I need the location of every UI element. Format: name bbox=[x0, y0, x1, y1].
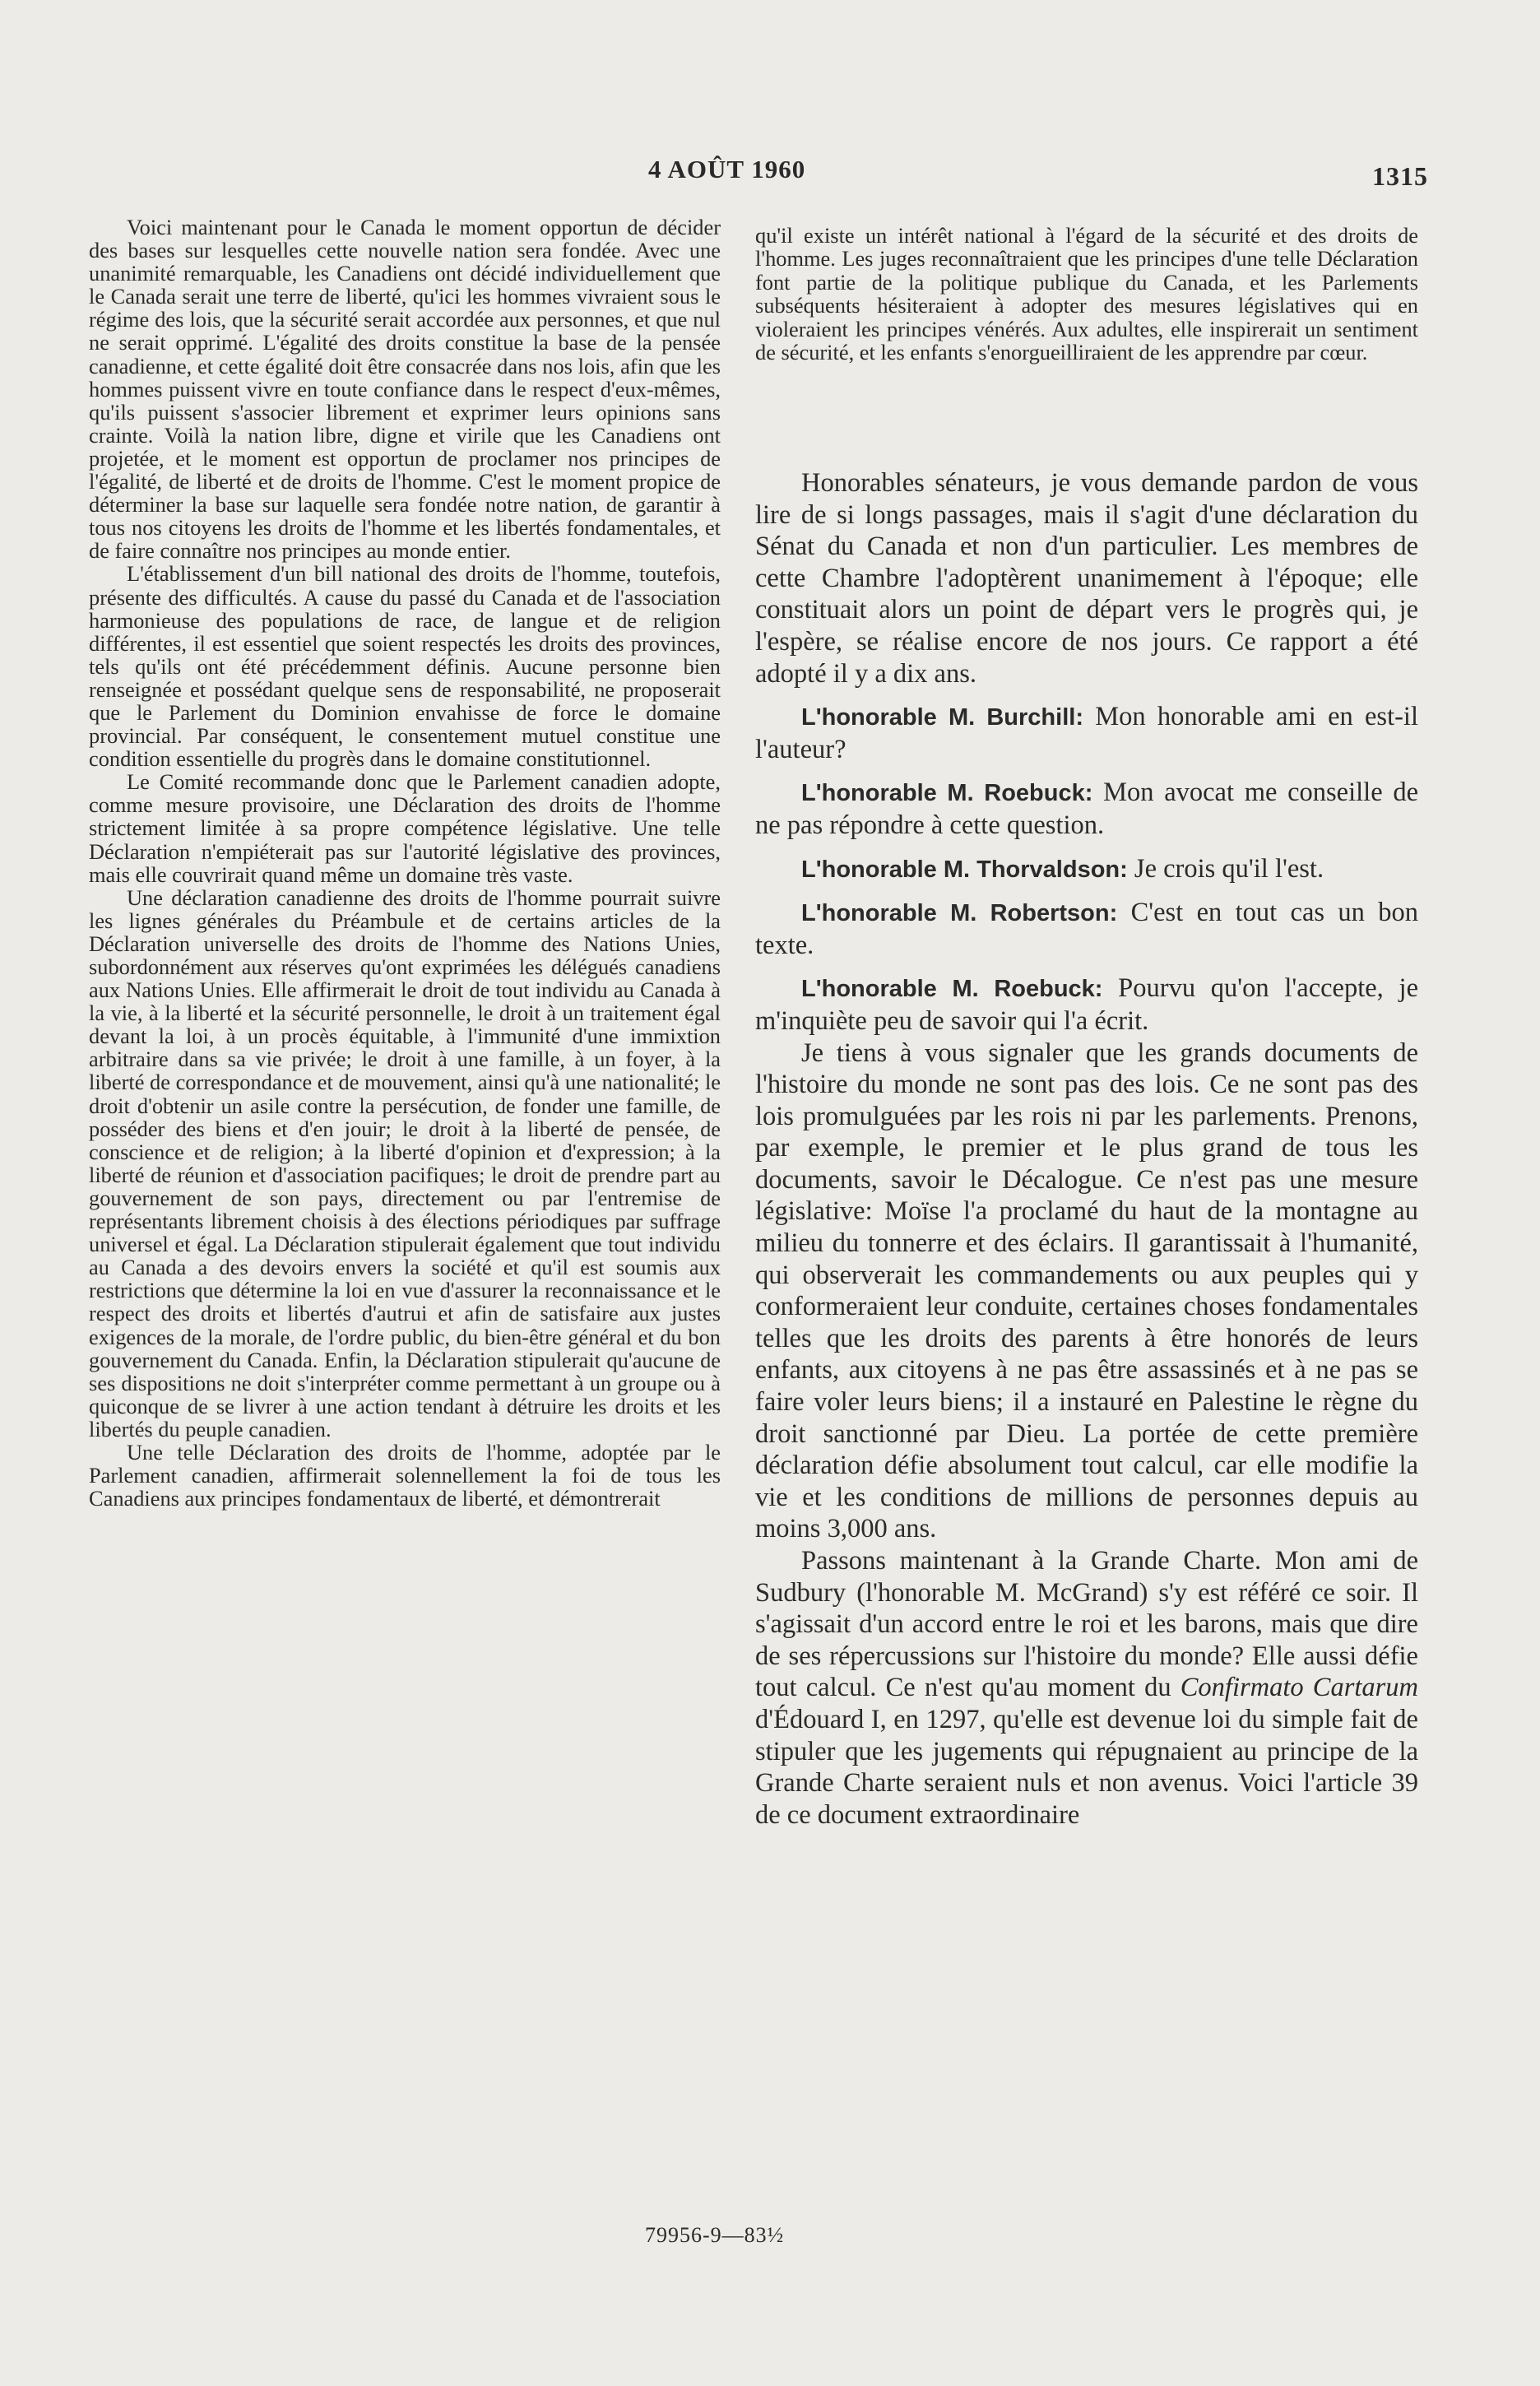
speaker-name: L'honorable M. Robertson: bbox=[801, 900, 1118, 927]
page-number: 1315 bbox=[1372, 161, 1428, 191]
speech-text: Mon honorable ami en est-il l'auteur? bbox=[755, 702, 1418, 764]
paragraph: L'établissement d'un bill national des droits de l'homme, toutefois, présente des difficultés. A cause du passé du Canada et de l'association harmonieuse des populations de race, de langue et de religion différentes, il est essentiel que soient respectés les droits des provinces, tels qu'ils ont été précédemment définis. Aucune personne bien renseignée et possédant quelque sens de responsabilité, ne proposerait que le Parlement du Dominion envahisse de force le domaine provincial. Par conséquent, le consentement mutuel constitue une condition essentielle du progrès dans le domaine constitutionnel. bbox=[89, 561, 721, 772]
text-segment: Passons maintenant à la Grande Charte. Mon ami de Sudbury (l'honorable M. McGrand) s'y est référé ce soir. Il s'agissait d'un accord entre le roi et les barons, mais que dire de ses répercussions sur l'histoire du monde? Elle aussi défie tout calcul. Ce n'est qu'au moment du bbox=[755, 1546, 1418, 1703]
text-segment: d'Édouard I, en 1297, qu'elle est devenue loi du simple fait de stipuler que les jugements qui répugnaient au principe de la Grande Charte seraient nuls et non avenus. Voici l'article 39 de ce document extraordinaire bbox=[755, 1704, 1418, 1830]
paragraph: Le Comité recommande donc que le Parlement canadien adopte, comme mesure provisoire, une Déclaration des droits de l'homme strictement limitée à sa propre compétence législative. Une telle Déclaration n'empiéterait pas sur l'autorité législative des provinces, mais elle couvrirait quand même un domaine très vaste. bbox=[89, 769, 721, 887]
speaker-name: L'honorable M. Roebuck: bbox=[801, 976, 1103, 1003]
exchange-burchill bbox=[755, 701, 1418, 765]
paragraph: Une telle Déclaration des droits de l'homme, adoptée par le Parlement canadien, affirmerait solennellement la foi de tous les Canadiens aux principes fondamentaux de liberté, et démontrerait bbox=[89, 1439, 721, 1511]
paragraph-grands-documents: Je tiens à vous signaler que les grands documents de l'histoire du monde ne sont pas des lois. Ce ne sont pas des lois promulguées par les rois ni par les parlements. Prenons, par exemple, le premier et le plus grand de tous les documents, savoir le Décalogue. Ce n'est pas une mesure législative: Moïse l'a proclamé du haut de la montagne au milieu du tonnerre et des éclairs. Il garantissait à l'humanité, qui observerait les commandements ou aux peuples qui y conformeraient leur conduite, certaines choses fondamentales telles que les droits des parents à être honorés de leurs enfants, aux citoyens à ne pas être assassinés et à ne pas se faire voler leurs biens; il a instauré en Palestine le règne du droit sanctionné par Dieu. La portée de cette première déclaration défie absolument tout calcul, car elle modifie la vie et les conditions de millions de personnes depuis au moins 3,000 ans. bbox=[755, 1037, 1418, 1544]
exchange-robertson bbox=[755, 897, 1418, 961]
speaker-name: L'honorable M. Roebuck: bbox=[801, 780, 1093, 807]
left-column bbox=[89, 216, 721, 1510]
speech-text: Pourvu qu'on l'accepte, je m'inquiète peu de savoir qui l'a écrit. bbox=[755, 973, 1418, 1036]
paragraph-grande-charte bbox=[755, 1545, 1418, 1831]
right-column-quote bbox=[755, 224, 1418, 364]
exchange-roebuck-2 bbox=[755, 973, 1418, 1037]
speaker-name: L'honorable M. Burchill: bbox=[801, 704, 1083, 731]
italic-title: Confirmato Cartarum bbox=[1180, 1673, 1418, 1703]
footer-code: 79956-9—83½ bbox=[645, 2223, 785, 2247]
quote-continuation: qu'il existe un intérêt national à l'égard de la sécurité et des droits de l'homme. Les juges reconnaîtraient que les principes d'une telle Déclaration font partie de la politique publique du Canada, et les Parlements subséquents hésiteraient à adopter des mesures législatives qui en violeraient les principes vénérés. Aux adultes, elle inspirerait un sentiment de sécurité, et les enfants s'enorgueilliraient de les apprendre par cœur. bbox=[755, 223, 1418, 365]
right-column bbox=[755, 467, 1418, 1831]
speech-text: Je crois qu'il l'est. bbox=[1127, 853, 1324, 884]
speech-text: Mon avocat me conseille de ne pas répondre à cette question. bbox=[755, 778, 1418, 840]
page-header-date: 4 AOÛT 1960 bbox=[648, 155, 806, 183]
paragraph: Voici maintenant pour le Canada le moment opportun de décider des bases sur lesquelles cette nouvelle nation sera fondée. Avec une unanimité remarquable, les Canadiens ont décidé individuellement que le Canada serait une terre de liberté, qu'ici les hommes vivraient sous le régime des lois, que la sécurité serait accordée aux personnes, et que nul ne serait opprimé. L'égalité des droits constitue la base de la pensée canadienne, et cette égalité doit être consacrée dans nos lois, afin que les hommes puissent vivre en toute confiance dans le respect d'eux-mêmes, qu'ils puissent s'associer librement et exprimer leurs opinions sans crainte. Voilà la nation libre, digne et virile que les Canadiens ont projetée, et le moment est opportun de proclamer nos principes de l'égalité, de liberté et de droits de l'homme. C'est le moment propice de déterminer la base sur laquelle sera fondée notre nation, de garantir à tous nos citoyens les droits de l'homme et les libertés fondamentales, et de faire connaître nos principes au monde entier. bbox=[89, 215, 721, 564]
speech-text: C'est en tout cas un bon texte. bbox=[755, 898, 1418, 960]
paragraph-honorables: Honorables sénateurs, je vous demande pardon de vous lire de si longs passages, mais il s'agit d'une déclaration du Sénat du Canada et non d'un particulier. Les membres de cette Chambre l'adoptèrent unanimement à l'époque; elle constituait alors un point de départ vers le progrès qui, je l'espère, se réalise encore de nos jours. Ce rapport a été adopté il y a dix ans. bbox=[755, 468, 1418, 689]
speaker-name: L'honorable M. Thorvaldson: bbox=[801, 856, 1128, 883]
exchange-thorvaldson bbox=[755, 853, 1418, 886]
paragraph: Une déclaration canadienne des droits de l'homme pourrait suivre les lignes générales du Préambule et de certains articles de la Déclaration universelle des droits de l'homme des Nations Unies, subordonnément aux réserves qu'ont exprimées les délégués canadiens aux Nations Unies. Elle affirmerait le droit de tout individu au Canada à la vie, à la liberté et la sécurité personnelle, le droit à un traitement égal devant la loi, à un procès équitable, à l'immunité d'une immixtion arbitraire dans sa vie privée; le droit à une famille, à un foyer, à la liberté de correspondance et de mouvement, ainsi qu'à une nationalité; le droit d'obtenir un asile contre la persécution, de fonder une famille, de posséder des biens et d'en jouir; le droit à la liberté de pensée, de conscience et de religion; à la liberté d'opinion et d'expression; à la liberté de réunion et d'association pacifiques; le droit de prendre part au gouvernement de son pays, directement ou par l'entremise de représentants librement choisis à des élections périodiques par suffrage universel et égal. La Déclaration stipulerait également que tout individu au Canada a des devoirs envers la société et qu'il est soumis aux restrictions que détermine la loi en vue d'assurer la reconnaissance et le respect des droits et libertés d'autrui et afin de satisfaire aux justes exigences de la morale, de l'ordre public, du bien-être général et du bon gouvernement du Canada. Enfin, la Déclaration stipulerait qu'aucune de ses dispositions ne doit s'interpréter comme permettant à un groupe ou à quiconque de se livrer à une action tendant à détruire les droits et les libertés du peuple canadien. bbox=[89, 884, 721, 1441]
exchange-roebuck bbox=[755, 777, 1418, 841]
